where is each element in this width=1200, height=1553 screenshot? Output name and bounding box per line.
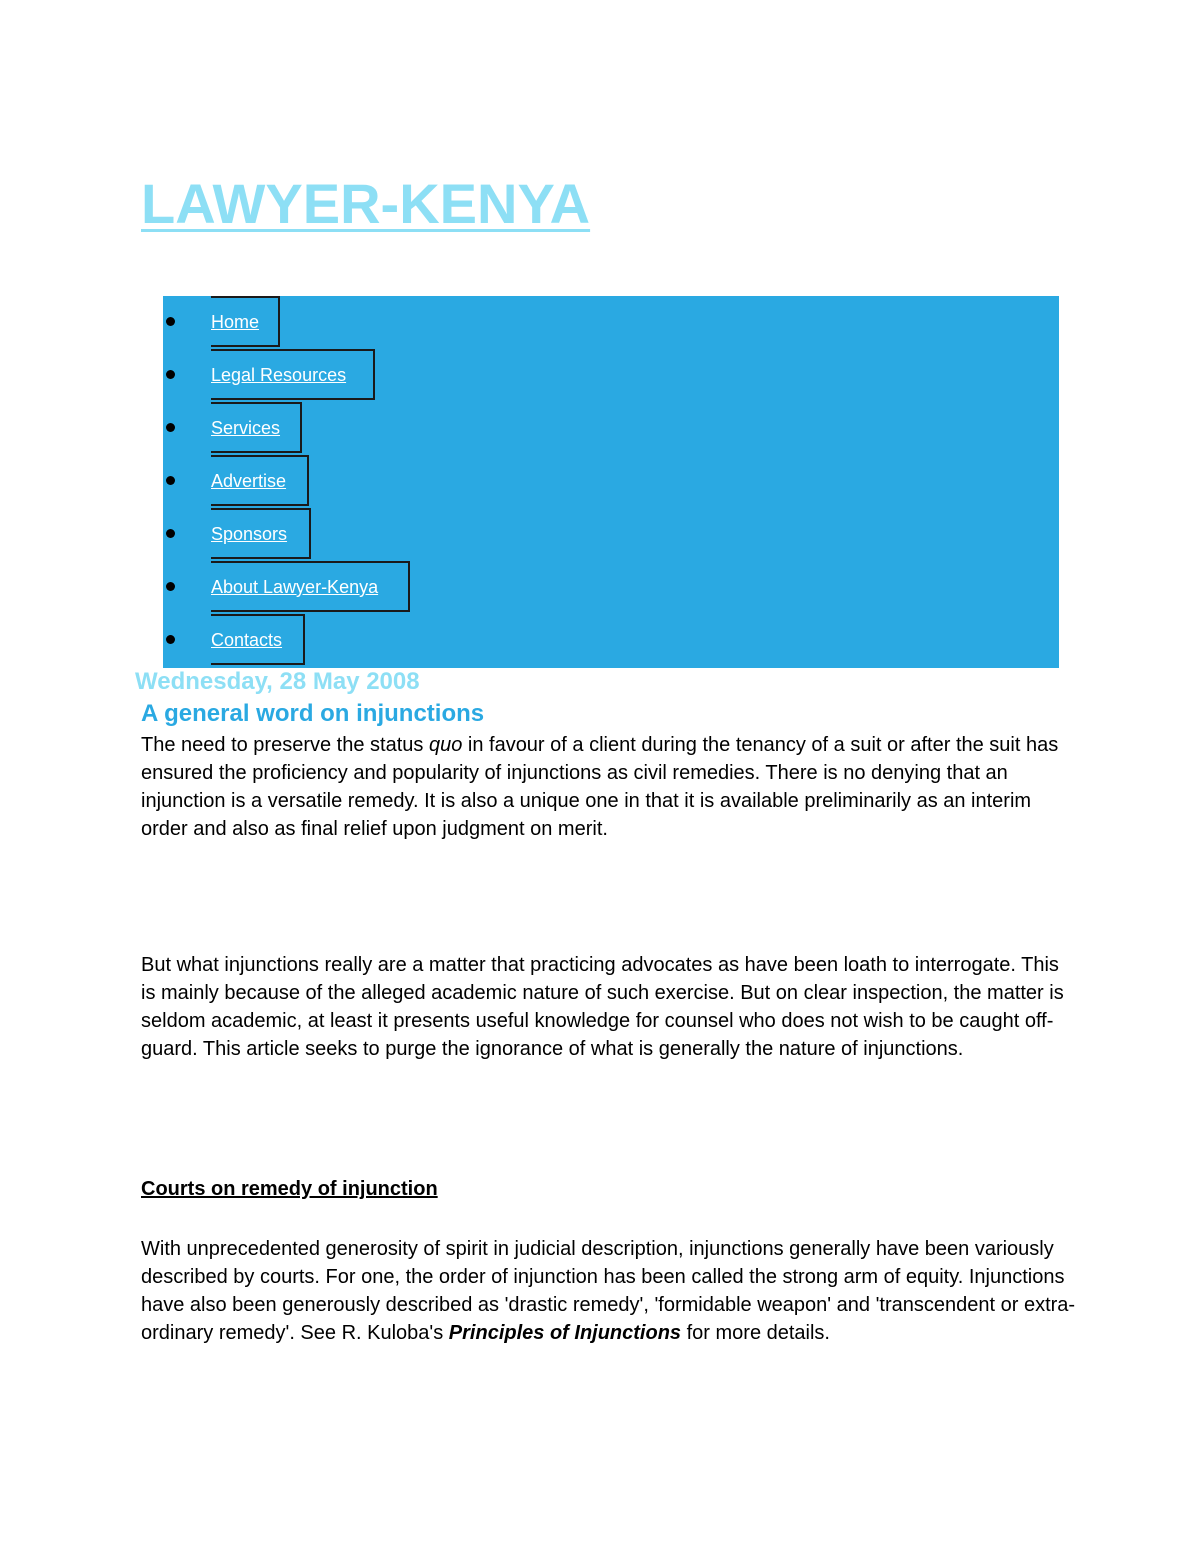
bullet-icon [166,370,175,379]
paragraph-body: But what injunctions really are a matter that practicing advocates as have been loath to interrogate. This is mainly because of the alleged academic nature of such exercise. But on clear inspection, the matter is seldom academic, at least it presents useful knowledge for counsel who does not wish to be caught off-guard. This article seeks to purge the ignorance of what is generally the nature of injunctions. [141,954,1064,1060]
nav-item-legal-resources[interactable] [163,349,1059,402]
book-title: Principles of Injunctions [448,1322,682,1344]
nav-link-home[interactable]: Home [211,312,260,332]
nav-item-advertise[interactable] [163,455,1059,508]
nav-link-advertise[interactable]: Advertise [211,471,287,491]
bullet-icon [166,476,175,485]
paragraph-courts [141,1235,1076,1347]
nav-link-services[interactable]: Services [211,418,281,438]
site-title-link[interactable]: LAWYER-KENYA [141,172,591,235]
nav-item-services[interactable] [163,402,1059,455]
italic-text: quo [428,734,463,756]
bullet-icon [166,529,175,538]
nav-item-home[interactable] [163,296,1059,349]
nav-item-contacts[interactable] [163,614,1059,667]
paragraph-text: for more details. [681,1322,830,1344]
paragraph-text: With unprecedented generosity of spirit in judicial description, injunctions generally have been variously described by courts. For one, the order of injunction has been called the strong arm of equity. Injunctions have also been generously described as 'drastic remedy', 'formidable weapon' and 'transcendent or extra-ordinary remedy'. See R. Kuloba's [141,1238,1076,1344]
section-heading: Courts on remedy of injunction [141,1178,438,1200]
bullet-icon [166,582,175,591]
nav-item-about[interactable] [163,561,1059,614]
nav-link-contacts[interactable]: Contacts [211,630,283,650]
nav-link-legal-resources[interactable]: Legal Resources [211,365,347,385]
paragraph-intro [141,731,1076,843]
nav-link-sponsors[interactable]: Sponsors [211,524,288,544]
bullet-icon [166,423,175,432]
nav-link-about[interactable]: About Lawyer-Kenya [211,577,379,597]
paragraph-text: The need to preserve the status [141,734,429,756]
paragraph-text: in favour of a client during the tenancy of a suit or after the suit has ensured the proficiency and popularity of injunctions as civil remedies. There is no denying that an injunction is a versatile remedy. It is also a unique one in that it is available preliminarily as an interim order and also as final relief upon judgment on merit. [141,734,1059,840]
post-title[interactable]: A general word on injunctions [141,700,485,727]
post-date: Wednesday, 28 May 2008 [135,668,420,695]
main-nav [163,296,1059,668]
bullet-icon [166,635,175,644]
nav-item-sponsors[interactable] [163,508,1059,561]
bullet-icon [166,317,175,326]
